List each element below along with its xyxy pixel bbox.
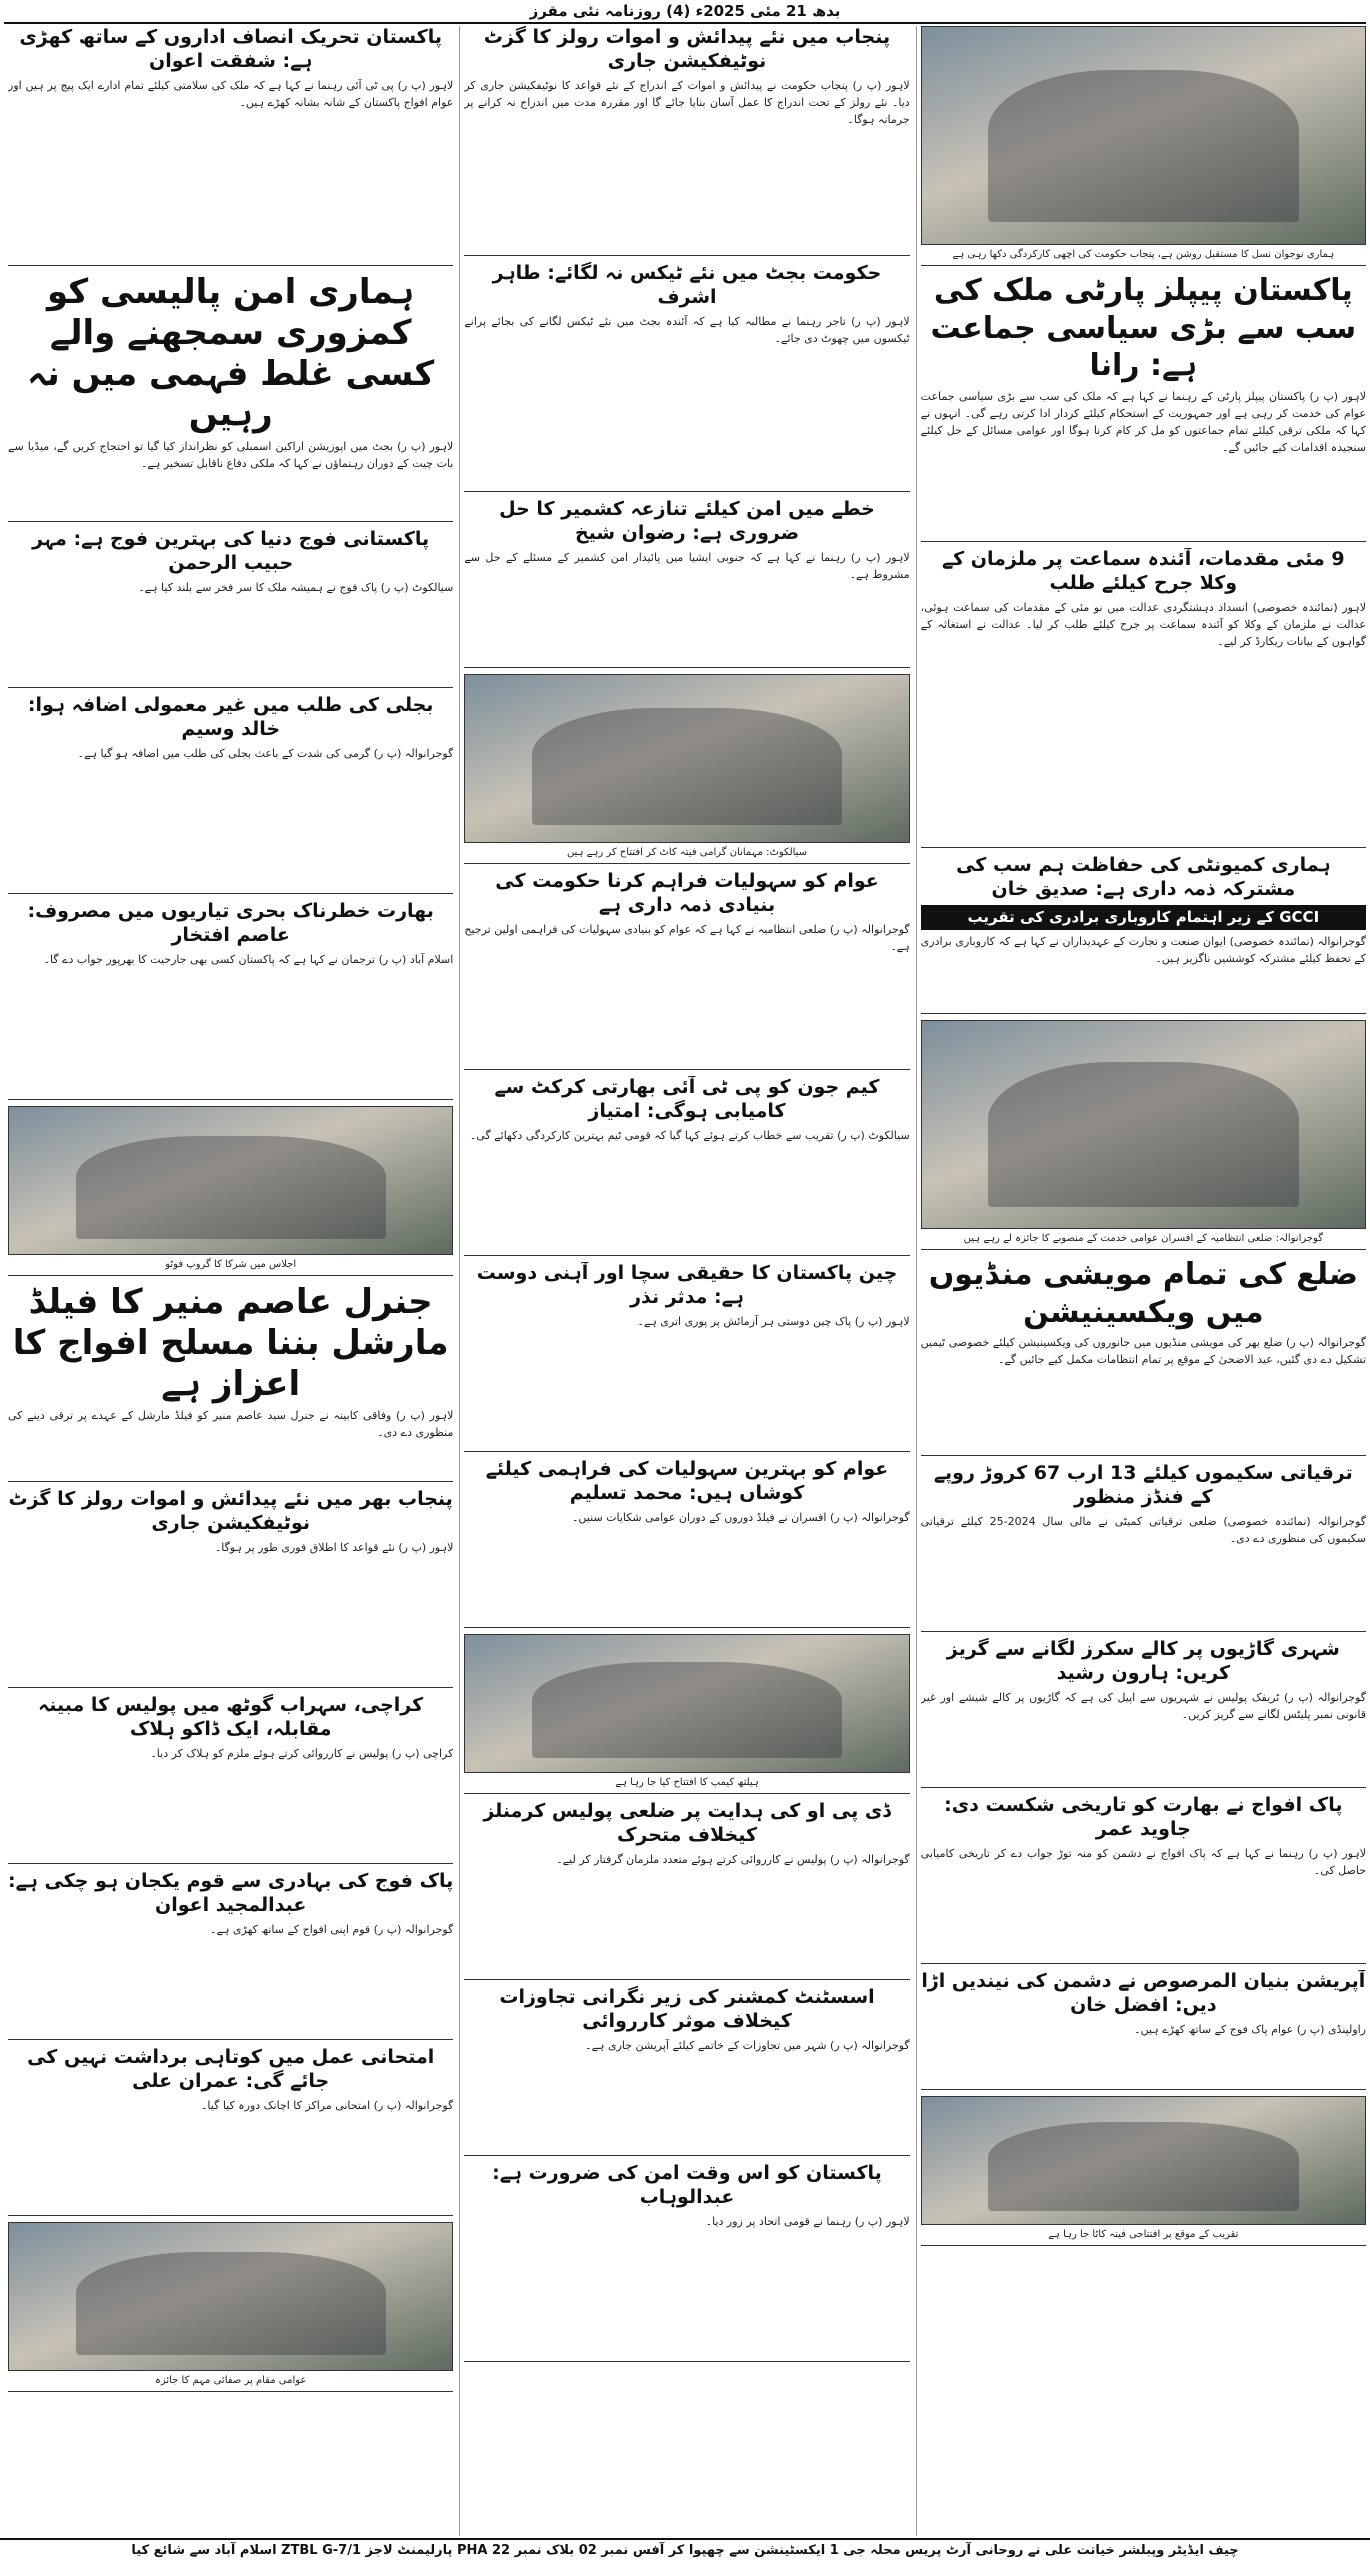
- columns-grid: [4, 26, 1366, 2536]
- photo-caption: ہماری نوجوان نسل کا مستقبل روشن ہے، پنجاب حکومت کی اچھی کارکردگی دکھا رہی ہے: [952, 248, 1335, 260]
- story-headline: کیم جون کو پی ٹی آئی بھارتی کرکٹ سے کامیابی ہوگی: امتیاز: [494, 1076, 880, 1122]
- story-headline: پاکستان تحریک انصاف اداروں کے ساتھ کھڑی ہے: شفقت اعوان: [19, 26, 443, 72]
- news-story: [921, 548, 1366, 848]
- news-story: [464, 498, 909, 668]
- story-headline: بھارت خطرناک بحری تیاریوں میں مصروف: عاصم افتخار: [27, 900, 434, 946]
- story-body: لاہور (نمائندہ خصوصی) انسداد دہشتگردی عدالت میں نو مئی کے مقدمات کی سماعت ہوئی، عدالت نے ملزمان کے وکلا کو آئندہ سماعت پر جرح کیلئے طلب کر لیا۔ عدالت نے استغاثہ کے گواہوں کے بیانات ریکارڈ کر لیے۔: [920, 600, 1366, 648]
- story-banner: GCCI کے زیر اہتمام کاروباری برادری کی تقریب: [921, 905, 1366, 931]
- story-body: گوجرانوالہ (پ ر) امتحانی مراکز کا اچانک دورہ کیا گیا۔: [200, 2098, 454, 2112]
- news-story: [921, 272, 1366, 542]
- story-body: راولپنڈی (پ ر) عوام پاک فوج کے ساتھ کھڑے ہیں۔: [1134, 2022, 1366, 2036]
- news-story: [8, 528, 453, 688]
- story-body: سیالکوٹ (پ ر) تقریب سے خطاب کرتے ہوئے کہا گیا کہ قومی ٹیم بہترین کارکردگی دکھائے گی۔: [469, 1128, 910, 1142]
- story-headline: ہماری امن پالیسی کو کمزوری سمجھنے والے کسی غلط فہمی میں نہ رہیں: [27, 272, 435, 435]
- news-story: [464, 262, 909, 492]
- photo-story: [921, 1020, 1366, 1250]
- news-photo: [921, 26, 1366, 245]
- story-headline: خطے میں امن کیلئے تنازعہ کشمیر کا حل ضروری ہے: رضوان شیخ: [499, 498, 875, 544]
- story-headline: ہماری کمیونٹی کی حفاظت ہم سب کی مشترکہ ذمہ داری ہے: صدیق خان: [956, 854, 1331, 900]
- imprint-footer: چیف ایڈیٹر وپبلشر خیاتت علی نے روحانی آرٹ پریس محلہ جی 1 ایکسٹینشن سے چھپوا کر آفس نمبر 02 بلاک نمبر 22 PHA پارلیمنٹ لاجز ZTBL G-7/1 اسلام آباد سے شائع کیا: [0, 2538, 1370, 2560]
- news-story: [8, 900, 453, 1100]
- story-body: لاہور (پ ر) رہنما نے کہا ہے کہ جنوبی ایشیا میں پائیدار امن کشمیر کے مسئلے کے حل سے مشروط ہے۔: [464, 550, 910, 581]
- story-headline: ضلع کی تمام مویشی منڈیوں میں ویکسینیشن: [928, 1257, 1358, 1330]
- news-story: [921, 854, 1366, 1014]
- news-story: [8, 2046, 453, 2216]
- news-story: [464, 1458, 909, 1628]
- news-story: [464, 1986, 909, 2156]
- photo-story: [8, 1106, 453, 1276]
- story-headline: 9 مئی مقدمات، آئندہ سماعت پر ملزمان کے وکلا جرح کیلئے طلب: [942, 548, 1345, 594]
- photo-caption: تقریب کے موقع پر افتتاحی فیتہ کاٹا جا رہا ہے: [1048, 2228, 1239, 2240]
- story-body: گوجرانوالہ (پ ر) گرمی کی شدت کے باعث بجلی کی طلب میں اضافہ ہو گیا ہے۔: [77, 746, 454, 760]
- news-photo: [464, 1634, 909, 1773]
- column-1: [916, 26, 1366, 2536]
- story-body: گوجرانوالہ (پ ر) پولیس نے کارروائی کرتے ہوئے متعدد ملزمان گرفتار کر لیے۔: [556, 1852, 910, 1866]
- story-body: گوجرانوالہ (پ ر) ٹریفک پولیس نے شہریوں سے اپیل کی ہے کہ گاڑیوں پر کالے شیشے اور غیر قانونی نمبر پلیٹس لگانے سے گریز کریں۔: [920, 1690, 1366, 1721]
- news-photo: [8, 2222, 453, 2371]
- story-body: لاہور (پ ر) رہنما نے قومی اتحاد پر زور دیا۔: [705, 2214, 910, 2228]
- news-story: [464, 2162, 909, 2362]
- news-story: [921, 1970, 1366, 2090]
- story-body: لاہور (پ ر) پنجاب حکومت نے پیدائش و اموات کے اندراج کے نئے قواعد کا نوٹیفکیشن جاری کر دیا۔ نئے رولز کے تحت اندراج کا عمل آسان بنایا جائے گا اور مقررہ مدت میں اندراج نہ کرانے پر جرمانہ ہوگا۔: [464, 78, 910, 126]
- news-photo: [8, 1106, 453, 1255]
- photo-story: [8, 2222, 453, 2392]
- news-story: [921, 1638, 1366, 1788]
- story-headline: پاک فوج کی بہادری سے قوم یکجان ہو چکی ہے: عبدالمجید اعوان: [8, 1870, 454, 1916]
- news-story: [921, 1256, 1366, 1456]
- story-body: لاہور (پ ر) رہنما نے کہا ہے کہ پاک افواج نے دشمن کو منہ توڑ جواب دے کر تاریخی کامیابی حاصل کی۔: [920, 1846, 1366, 1877]
- photo-story: [464, 1634, 909, 1794]
- news-photo: [921, 1020, 1366, 1229]
- column-3: [4, 26, 453, 2536]
- news-story: [8, 694, 453, 894]
- story-headline: چین پاکستان کا حقیقی سچا اور آہنی دوست ہے: مدثر نذر: [476, 1262, 898, 1308]
- story-headline: امتحانی عمل میں کوتاہی برداشت نہیں کی جائے گی: عمران علی: [27, 2046, 435, 2092]
- story-headline: بجلی کی طلب میں غیر معمولی اضافہ ہوا: خالد وسیم: [27, 694, 434, 740]
- story-headline: اسسٹنٹ کمشنر کی زیر نگرانی تجاوزات کیخلاف موثر کارروائی: [499, 1986, 875, 2032]
- photo-story: [921, 26, 1366, 266]
- story-headline: عوام کو بہترین سہولیات کی فراہمی کیلئے کوشاں ہیں: محمد تسلیم: [485, 1458, 889, 1504]
- story-headline: پاکستان کو اس وقت امن کی ضرورت ہے: عبدالوہاب: [492, 2162, 882, 2208]
- story-body: لاہور (پ ر) پاکستان پیپلز پارٹی کے رہنما نے کہا ہے کہ ملک کی سب سے بڑی سیاسی جماعت عوام کی خدمت کر رہی ہے اور جمہوریت کے استحکام کیلئے کردار ادا کرتی رہے گی۔ انہوں نے کہا کہ ملکی ترقی کیلئے تمام جماعتوں کو مل کر کام کرنا ہوگا اور عوامی مسائل کے حل کیلئے سنجیدہ اقدامات کیے جائیں گے۔: [920, 389, 1366, 454]
- story-body: گوجرانوالہ (پ ر) ضلعی انتظامیہ نے کہا ہے کہ عوام کو بنیادی سہولیات کی فراہمی اولین ترجیح ہے۔: [464, 922, 910, 953]
- news-story: [8, 272, 453, 522]
- story-body: لاہور (پ ر) وفاقی کابینہ نے جنرل سید عاصم منیر کو فیلڈ مارشل کے عہدے پر ترقی دینے کی منظوری دے دی۔: [8, 1409, 454, 1440]
- news-story: [464, 26, 909, 256]
- story-body: گوجرانوالہ (نمائندہ خصوصی) ایوان صنعت و تجارت کے عہدیداران نے کہا ہے کہ کاروباری برادری کے تحفظ کیلئے مشترکہ کوششیں ناگزیر ہیں۔: [920, 935, 1366, 966]
- story-headline: پاکستان پیپلز پارٹی ملک کی سب سے بڑی سیاسی جماعت ہے: رانا: [930, 273, 1357, 383]
- story-body: لاہور (پ ر) تاجر رہنما نے مطالبہ کیا ہے کہ آئندہ بجٹ میں نئے ٹیکس لگانے کی بجائے پرانے ٹیکسوں میں چھوٹ دی جائے۔: [464, 314, 910, 345]
- story-body: گوجرانوالہ (پ ر) شہر میں تجاوزات کے خاتمے کیلئے آپریشن جاری ہے۔: [585, 2038, 910, 2052]
- news-story: [8, 1282, 453, 1482]
- news-story: [464, 1262, 909, 1452]
- story-body: لاہور (پ ر) پاک چین دوستی ہر آزمائش پر پوری اتری ہے۔: [637, 1314, 910, 1328]
- story-headline: کراچی، سہراب گوٹھ میں پولیس کا مبینہ مقابلہ، ایک ڈاکو ہلاک: [38, 1694, 424, 1740]
- story-body: لاہور (پ ر) نئے قواعد کا اطلاق فوری طور پر ہوگا۔: [214, 1540, 454, 1554]
- news-story: [8, 1694, 453, 1864]
- story-body: گوجرانوالہ (پ ر) ضلع بھر کی مویشی منڈیوں میں جانوروں کی ویکسینیشن کیلئے خصوصی ٹیمیں تشکیل دے دی گئیں، عید الاضحیٰ کے موقع پر تمام انتظامات مکمل کیے جائیں گے۔: [920, 1336, 1366, 1367]
- news-story: [464, 870, 909, 1070]
- story-headline: پنجاب میں نئے پیدائش و اموات رولز کا گزٹ نوٹیفکیشن جاری: [483, 26, 891, 72]
- news-photo: [921, 2096, 1366, 2225]
- photo-caption: اجلاس میں شرکا کا گروپ فوٹو: [165, 1258, 297, 1270]
- story-headline: پاکستانی فوج دنیا کی بہترین فوج ہے: مہر حبیب الرحمن: [32, 528, 430, 574]
- story-headline: آپریشن بنیان المرصوص نے دشمن کی نیندیں اڑا دیں: افضل خان: [921, 1970, 1366, 2016]
- story-body: گوجرانوالہ (پ ر) افسران نے فیلڈ دوروں کے دوران عوامی شکایات سنیں۔: [571, 1510, 910, 1524]
- story-headline: پنجاب بھر میں نئے پیدائش و اموات رولز کا گزٹ نوٹیفکیشن جاری: [8, 1488, 453, 1534]
- news-story: [8, 26, 453, 266]
- story-headline: پاک افواج نے بھارت کو تاریخی شکست دی: جاوید عمر: [944, 1794, 1343, 1840]
- story-body: لاہور (پ ر) بجٹ میں اپوزیشن اراکین اسمبلی کو نظرانداز کیا گیا تو احتجاج کریں گے، میڈیا سے بات چیت کے دوران رہنماؤں نے کہا کہ ملکی دفاع ناقابل تسخیر ہے۔: [8, 440, 454, 471]
- story-headline: جنرل عاصم منیر کا فیلڈ مارشل بننا مسلح افواج کا اعزاز ہے: [12, 1282, 449, 1404]
- story-body: گوجرانوالہ (پ ر) قوم اپنی افواج کے ساتھ کھڑی ہے۔: [210, 1922, 454, 1936]
- news-story: [464, 1800, 909, 1980]
- story-body: کراچی (پ ر) پولیس نے کارروائی کرتے ہوئے ملزم کو ہلاک کر دیا۔: [150, 1746, 454, 1760]
- story-body: سیالکوٹ (پ ر) پاک فوج نے ہمیشہ ملک کا سر فخر سے بلند کیا ہے۔: [138, 580, 454, 594]
- photo-caption: ہیلتھ کیمپ کا افتتاح کیا جا رہا ہے: [615, 1776, 759, 1788]
- story-body: اسلام آباد (پ ر) ترجمان نے کہا ہے کہ پاکستان کسی بھی جارحیت کا بھرپور جواب دے گا۔: [43, 952, 454, 966]
- news-story: [8, 1870, 453, 2040]
- story-headline: عوام کو سہولیات فراہم کرنا حکومت کی بنیادی ذمہ داری ہے: [495, 870, 879, 916]
- photo-story: [921, 2096, 1366, 2246]
- story-headline: ڈی پی او کی ہدایت پر ضلعی پولیس کرمنلز کیخلاف متحرک: [483, 1800, 891, 1846]
- news-story: [8, 1488, 453, 1688]
- story-body: لاہور (پ ر) پی ٹی آئی رہنما نے کہا ہے کہ ملک کی سلامتی کیلئے تمام ادارے ایک پیج پر ہیں اور عوام افواج پاکستان کے شانہ بشانہ کھڑے ہیں۔: [8, 78, 454, 109]
- news-story: [921, 1462, 1366, 1632]
- story-headline: ترقیاتی سکیموں کیلئے 13 ارب 67 کروڑ روپے کے فنڈز منظور: [933, 1462, 1353, 1508]
- news-story: [921, 1794, 1366, 1964]
- column-2: [459, 26, 909, 2536]
- story-body: گوجرانوالہ (نمائندہ خصوصی) ضلعی ترقیاتی کمیٹی نے مالی سال 2024-25 کیلئے ترقیاتی سکیموں کی منظوری دے دی۔: [920, 1514, 1366, 1545]
- masthead: بدھ 21 مئی 2025ء (4) روزنامہ نئی مقرز: [4, 0, 1366, 24]
- news-story: [464, 1076, 909, 1256]
- story-headline: حکومت بجٹ میں نئے ٹیکس نہ لگائے: طاہر اشرف: [492, 262, 882, 308]
- photo-caption: عوامی مقام پر صفائی مہم کا جائزہ: [154, 2374, 307, 2386]
- photo-story: [464, 674, 909, 864]
- photo-caption: سیالکوٹ: مہمانان گرامی فیتہ کاٹ کر افتتاح کر رہے ہیں: [566, 846, 808, 858]
- photo-caption: گوجرانوالہ: ضلعی انتظامیہ کے افسران عوامی خدمت کے منصوبے کا جائزہ لے رہے ہیں: [963, 1232, 1323, 1244]
- story-headline: شہری گاڑیوں پر کالے سکرز لگانے سے گریز کریں: ہارون رشید: [946, 1638, 1340, 1684]
- news-photo: [464, 674, 909, 843]
